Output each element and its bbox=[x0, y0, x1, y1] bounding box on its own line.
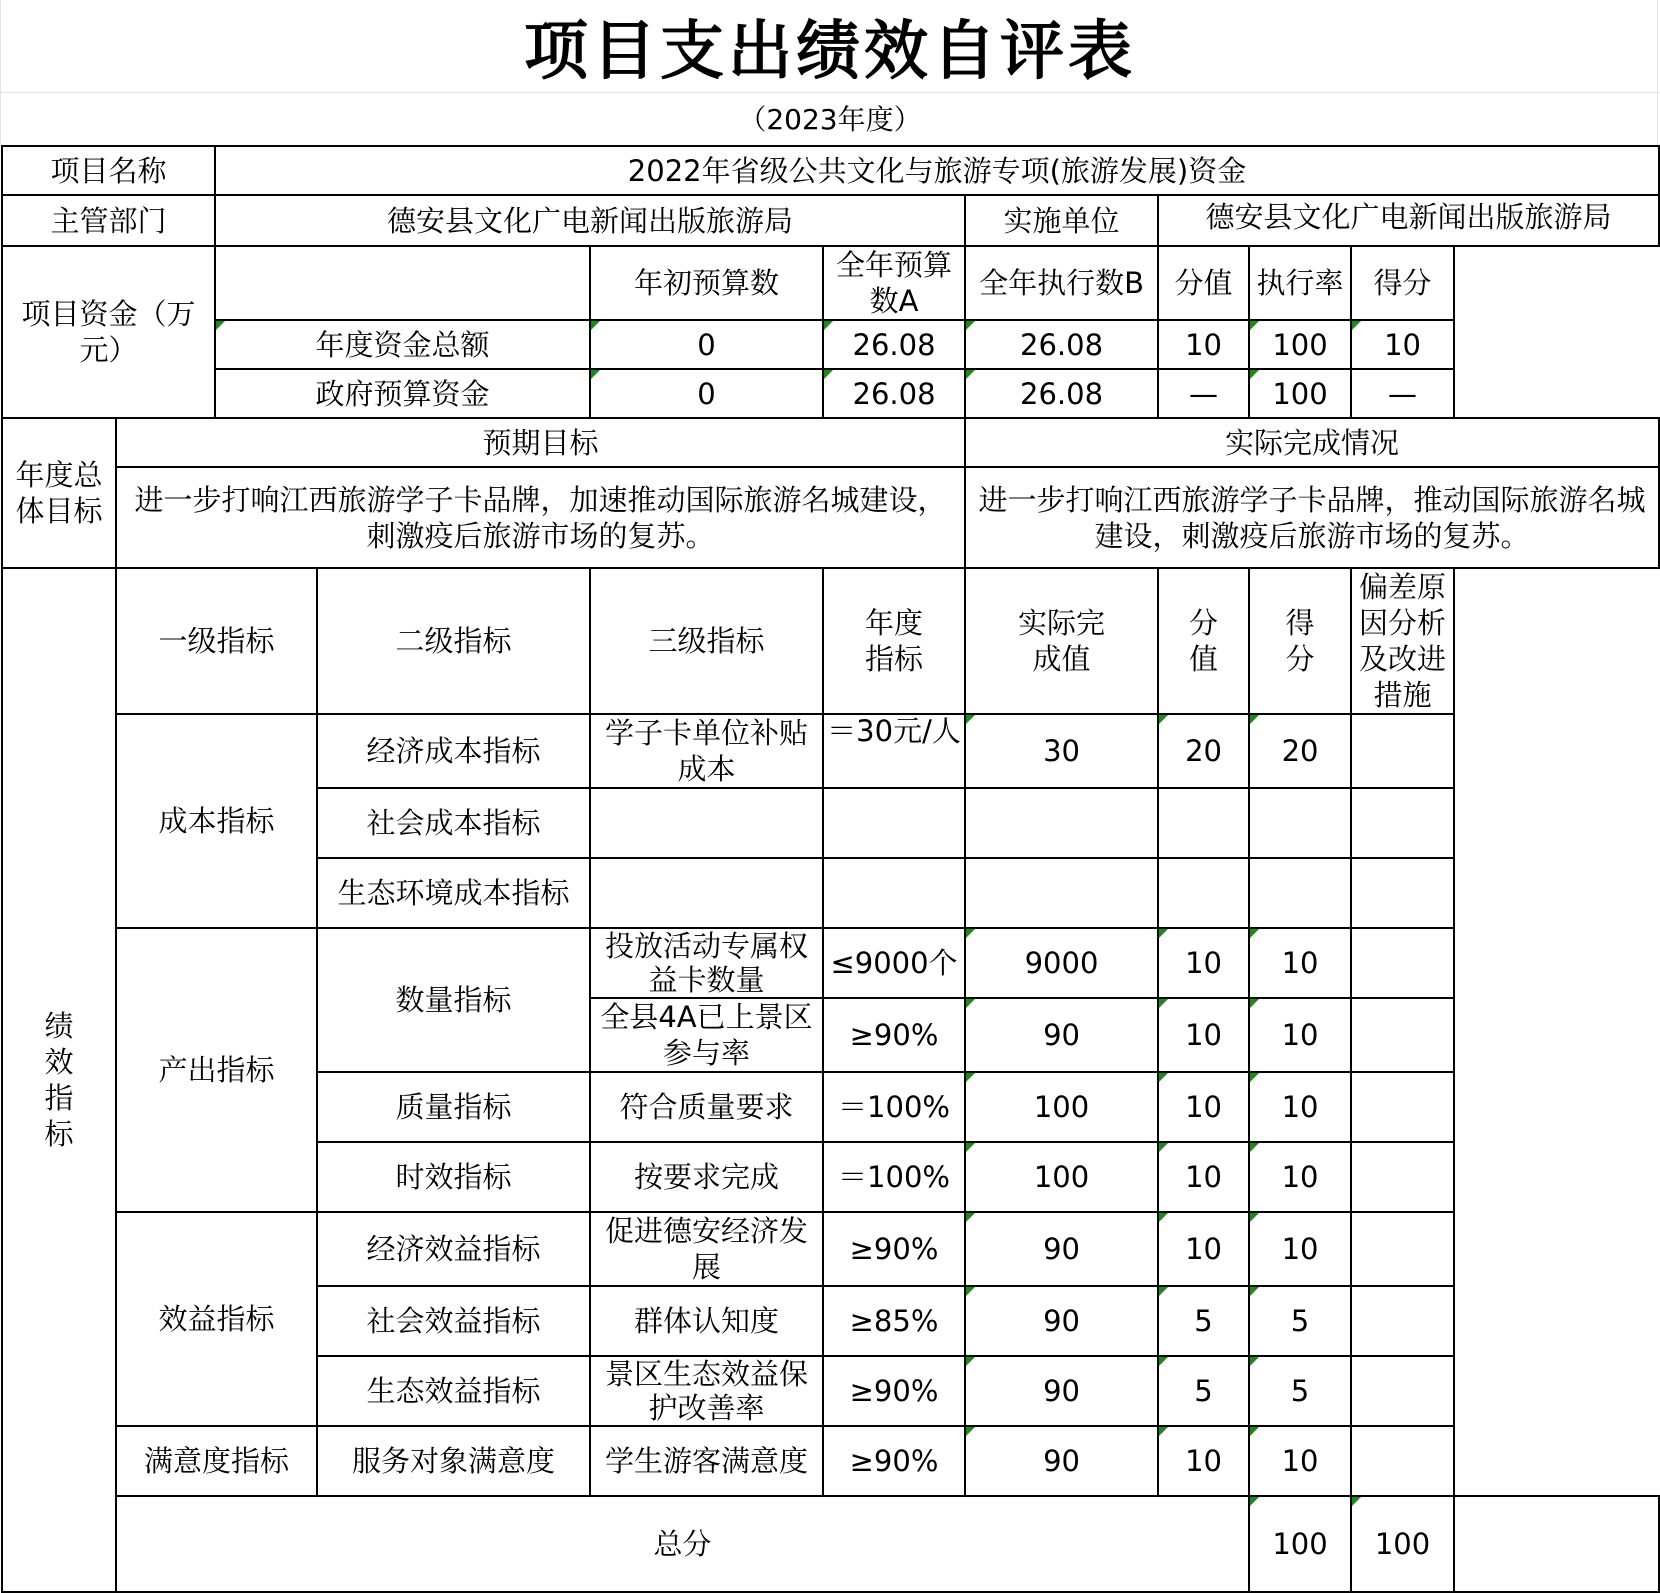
funds-row-weight[interactable]: — bbox=[1158, 369, 1249, 418]
actual-cell[interactable]: 90 bbox=[965, 1356, 1158, 1426]
score-cell[interactable]: 5 bbox=[1249, 1286, 1351, 1356]
level3-cell[interactable]: 按要求完成 bbox=[590, 1142, 823, 1212]
level3-cell[interactable]: 全县4A已上景区参与率 bbox=[590, 998, 823, 1072]
target-cell[interactable]: ≥90% bbox=[823, 1356, 965, 1426]
analysis-cell[interactable] bbox=[1351, 1286, 1454, 1356]
funds-header-initial: 年初预算数 bbox=[590, 246, 823, 320]
level3-cell[interactable] bbox=[590, 788, 823, 858]
indicators-label: 绩效指标 bbox=[2, 568, 116, 1592]
level1-output: 产出指标 bbox=[116, 928, 317, 1212]
funds-row-initial[interactable]: 0 bbox=[590, 369, 823, 418]
weight-cell[interactable]: 10 bbox=[1158, 928, 1249, 998]
goals-expected-text[interactable]: 进一步打响江西旅游学子卡品牌，加速推动国际旅游名城建设，刺激疫后旅游市场的复苏。 bbox=[116, 467, 965, 568]
impl-unit-text: 德安县文化广电新闻出版旅游局 bbox=[1205, 200, 1612, 234]
goals-label: 年度总体目标 bbox=[2, 418, 116, 568]
page-title: 项目支出绩效自评表 bbox=[524, 14, 1136, 89]
actual-cell[interactable]: 100 bbox=[965, 1142, 1158, 1212]
target-cell[interactable]: ≤9000个 bbox=[823, 928, 965, 998]
indicator-row bbox=[2, 1212, 1659, 1286]
actual-cell[interactable]: 90 bbox=[965, 998, 1158, 1072]
header-level1: 一级指标 bbox=[116, 568, 317, 714]
target-cell[interactable]: ≥90% bbox=[823, 998, 965, 1072]
level3-cell[interactable] bbox=[590, 1356, 823, 1426]
funds-row-annual[interactable]: 26.08 bbox=[823, 369, 965, 418]
actual-cell[interactable] bbox=[965, 788, 1158, 858]
weight-cell[interactable]: 10 bbox=[1158, 1072, 1249, 1142]
target-cell[interactable]: ＝100% bbox=[823, 1072, 965, 1142]
actual-cell[interactable]: 90 bbox=[965, 1426, 1158, 1496]
evaluation-table bbox=[1, 145, 1660, 1593]
funds-row-weight[interactable]: 10 bbox=[1158, 320, 1249, 369]
score-cell[interactable]: 10 bbox=[1249, 998, 1351, 1072]
level3-text: 景区生态效益保护改善率 bbox=[605, 1357, 809, 1421]
level3-cell[interactable] bbox=[590, 928, 823, 998]
level2-cell: 数量指标 bbox=[317, 928, 590, 1072]
total-weight[interactable]: 100 bbox=[1249, 1496, 1351, 1592]
weight-cell[interactable]: 20 bbox=[1158, 714, 1249, 788]
funds-row-name[interactable]: 政府预算资金 bbox=[215, 369, 590, 418]
analysis-cell[interactable] bbox=[1351, 858, 1454, 928]
year-label: （2023年度） bbox=[738, 103, 922, 136]
target-cell[interactable] bbox=[823, 788, 965, 858]
header-score: 得分 bbox=[1249, 568, 1351, 714]
header-weight: 分值 bbox=[1158, 568, 1249, 714]
level2-cell: 经济成本指标 bbox=[317, 714, 590, 788]
goals-header-row bbox=[2, 418, 1659, 467]
funds-row bbox=[2, 320, 1659, 369]
actual-cell[interactable]: 90 bbox=[965, 1286, 1158, 1356]
dept-value[interactable]: 德安县文化广电新闻出版旅游局 bbox=[215, 195, 965, 246]
impl-unit-value[interactable] bbox=[1158, 195, 1659, 246]
weight-cell[interactable]: 5 bbox=[1158, 1356, 1249, 1426]
level2-cell: 社会成本指标 bbox=[317, 788, 590, 858]
analysis-cell[interactable] bbox=[1351, 1356, 1454, 1426]
weight-cell[interactable] bbox=[1158, 788, 1249, 858]
goals-actual-label: 实际完成情况 bbox=[965, 418, 1659, 467]
funds-row-score[interactable]: — bbox=[1351, 369, 1454, 418]
header-level3: 三级指标 bbox=[590, 568, 823, 714]
level2-cell: 生态效益指标 bbox=[317, 1356, 590, 1426]
level3-cell[interactable]: 促进德安经济发展 bbox=[590, 1212, 823, 1286]
header-level2: 二级指标 bbox=[317, 568, 590, 714]
funds-header-rate: 执行率 bbox=[1249, 246, 1351, 320]
weight-cell[interactable]: 5 bbox=[1158, 1286, 1249, 1356]
impl-unit-label: 实施单位 bbox=[965, 195, 1158, 246]
funds-row bbox=[2, 369, 1659, 418]
score-cell[interactable]: 10 bbox=[1249, 1426, 1351, 1496]
level2-cell: 生态环境成本指标 bbox=[317, 858, 590, 928]
project-name-row bbox=[2, 146, 1659, 195]
funds-row-executed[interactable]: 26.08 bbox=[965, 320, 1158, 369]
header-target: 年度指标 bbox=[823, 568, 965, 714]
indicator-header-row bbox=[2, 568, 1659, 714]
header-analysis: 偏差原因分析及改进措施 bbox=[1351, 568, 1454, 714]
score-cell[interactable]: 10 bbox=[1249, 1212, 1351, 1286]
funds-header-score: 得分 bbox=[1351, 246, 1454, 320]
funds-row-executed[interactable]: 26.08 bbox=[965, 369, 1158, 418]
score-cell[interactable]: 10 bbox=[1249, 1072, 1351, 1142]
analysis-cell[interactable] bbox=[1351, 714, 1454, 788]
target-cell[interactable] bbox=[823, 858, 965, 928]
total-row bbox=[2, 1496, 1659, 1592]
level1-satisfaction: 满意度指标 bbox=[116, 1426, 317, 1496]
actual-cell[interactable]: 9000 bbox=[965, 928, 1158, 998]
indicator-row bbox=[2, 714, 1659, 788]
level2-cell: 社会效益指标 bbox=[317, 1286, 590, 1356]
project-name-label: 项目名称 bbox=[2, 146, 215, 195]
project-name-value[interactable]: 2022年省级公共文化与旅游专项(旅游发展)资金 bbox=[215, 146, 1659, 195]
goals-text-row bbox=[2, 467, 1659, 568]
funds-row-rate[interactable]: 100 bbox=[1249, 320, 1351, 369]
level1-benefit: 效益指标 bbox=[116, 1212, 317, 1426]
level1-cost: 成本指标 bbox=[116, 714, 317, 928]
funds-row-rate[interactable]: 100 bbox=[1249, 369, 1351, 418]
indicator-row bbox=[2, 1426, 1659, 1496]
weight-cell[interactable]: 10 bbox=[1158, 998, 1249, 1072]
score-cell[interactable]: 10 bbox=[1249, 1142, 1351, 1212]
department-row bbox=[2, 195, 1659, 246]
target-cell[interactable]: ≥90% bbox=[823, 1212, 965, 1286]
level2-cell: 质量指标 bbox=[317, 1072, 590, 1142]
score-cell[interactable] bbox=[1249, 858, 1351, 928]
actual-cell[interactable]: 100 bbox=[965, 1072, 1158, 1142]
analysis-cell[interactable] bbox=[1351, 1072, 1454, 1142]
dept-label: 主管部门 bbox=[2, 195, 215, 246]
analysis-cell[interactable] bbox=[1351, 1212, 1454, 1286]
level3-cell[interactable]: 学子卡单位补贴成本 bbox=[590, 714, 823, 788]
weight-cell[interactable]: 10 bbox=[1158, 1212, 1249, 1286]
total-score[interactable]: 100 bbox=[1351, 1496, 1454, 1592]
funds-header-executed: 全年执行数B bbox=[965, 246, 1158, 320]
level3-cell[interactable] bbox=[590, 858, 823, 928]
funds-row-name[interactable]: 年度资金总额 bbox=[215, 320, 590, 369]
level3-text: 投放活动专属权益卡数量 bbox=[605, 929, 809, 993]
target-cell[interactable]: ＝100% bbox=[823, 1142, 965, 1212]
level3-cell[interactable]: 学生游客满意度 bbox=[590, 1426, 823, 1496]
funds-row-annual[interactable]: 26.08 bbox=[823, 320, 965, 369]
actual-cell[interactable]: 90 bbox=[965, 1212, 1158, 1286]
total-analysis[interactable] bbox=[1454, 1496, 1659, 1592]
score-cell[interactable] bbox=[1249, 788, 1351, 858]
funds-header-weight: 分值 bbox=[1158, 246, 1249, 320]
funds-header-blank bbox=[215, 246, 590, 320]
funds-label: 项目资金（万元） bbox=[2, 246, 215, 418]
funds-header-annual: 全年预算数A bbox=[823, 246, 965, 320]
target-cell[interactable]: ≥85% bbox=[823, 1286, 965, 1356]
target-text: ＝30元/人 bbox=[827, 715, 961, 748]
actual-cell[interactable]: 30 bbox=[965, 714, 1158, 788]
target-cell[interactable] bbox=[823, 714, 965, 788]
analysis-cell[interactable] bbox=[1351, 928, 1454, 998]
score-cell[interactable]: 10 bbox=[1249, 928, 1351, 998]
score-cell[interactable]: 5 bbox=[1249, 1356, 1351, 1426]
total-label: 总分 bbox=[116, 1496, 1249, 1592]
header-actual: 实际完成值 bbox=[965, 568, 1158, 714]
analysis-cell[interactable] bbox=[1351, 998, 1454, 1072]
funds-row-score[interactable]: 10 bbox=[1351, 320, 1454, 369]
funds-row-initial[interactable]: 0 bbox=[590, 320, 823, 369]
weight-cell[interactable]: 10 bbox=[1158, 1426, 1249, 1496]
level2-cell: 时效指标 bbox=[317, 1142, 590, 1212]
actual-cell[interactable] bbox=[965, 858, 1158, 928]
level3-cell[interactable]: 符合质量要求 bbox=[590, 1072, 823, 1142]
analysis-cell[interactable] bbox=[1351, 1426, 1454, 1496]
weight-cell[interactable] bbox=[1158, 858, 1249, 928]
level2-cell: 服务对象满意度 bbox=[317, 1426, 590, 1496]
weight-cell[interactable]: 10 bbox=[1158, 1142, 1249, 1212]
analysis-cell[interactable] bbox=[1351, 1142, 1454, 1212]
funds-header-row bbox=[2, 246, 1659, 320]
score-cell[interactable]: 20 bbox=[1249, 714, 1351, 788]
level2-cell: 经济效益指标 bbox=[317, 1212, 590, 1286]
target-cell[interactable]: ≥90% bbox=[823, 1426, 965, 1496]
goals-expected-label: 预期目标 bbox=[116, 418, 965, 467]
indicator-row bbox=[2, 928, 1659, 998]
level3-cell[interactable]: 群体认知度 bbox=[590, 1286, 823, 1356]
analysis-cell[interactable] bbox=[1351, 788, 1454, 858]
goals-actual-text[interactable]: 进一步打响江西旅游学子卡品牌，推动国际旅游名城建设，刺激疫后旅游市场的复苏。 bbox=[965, 467, 1659, 568]
